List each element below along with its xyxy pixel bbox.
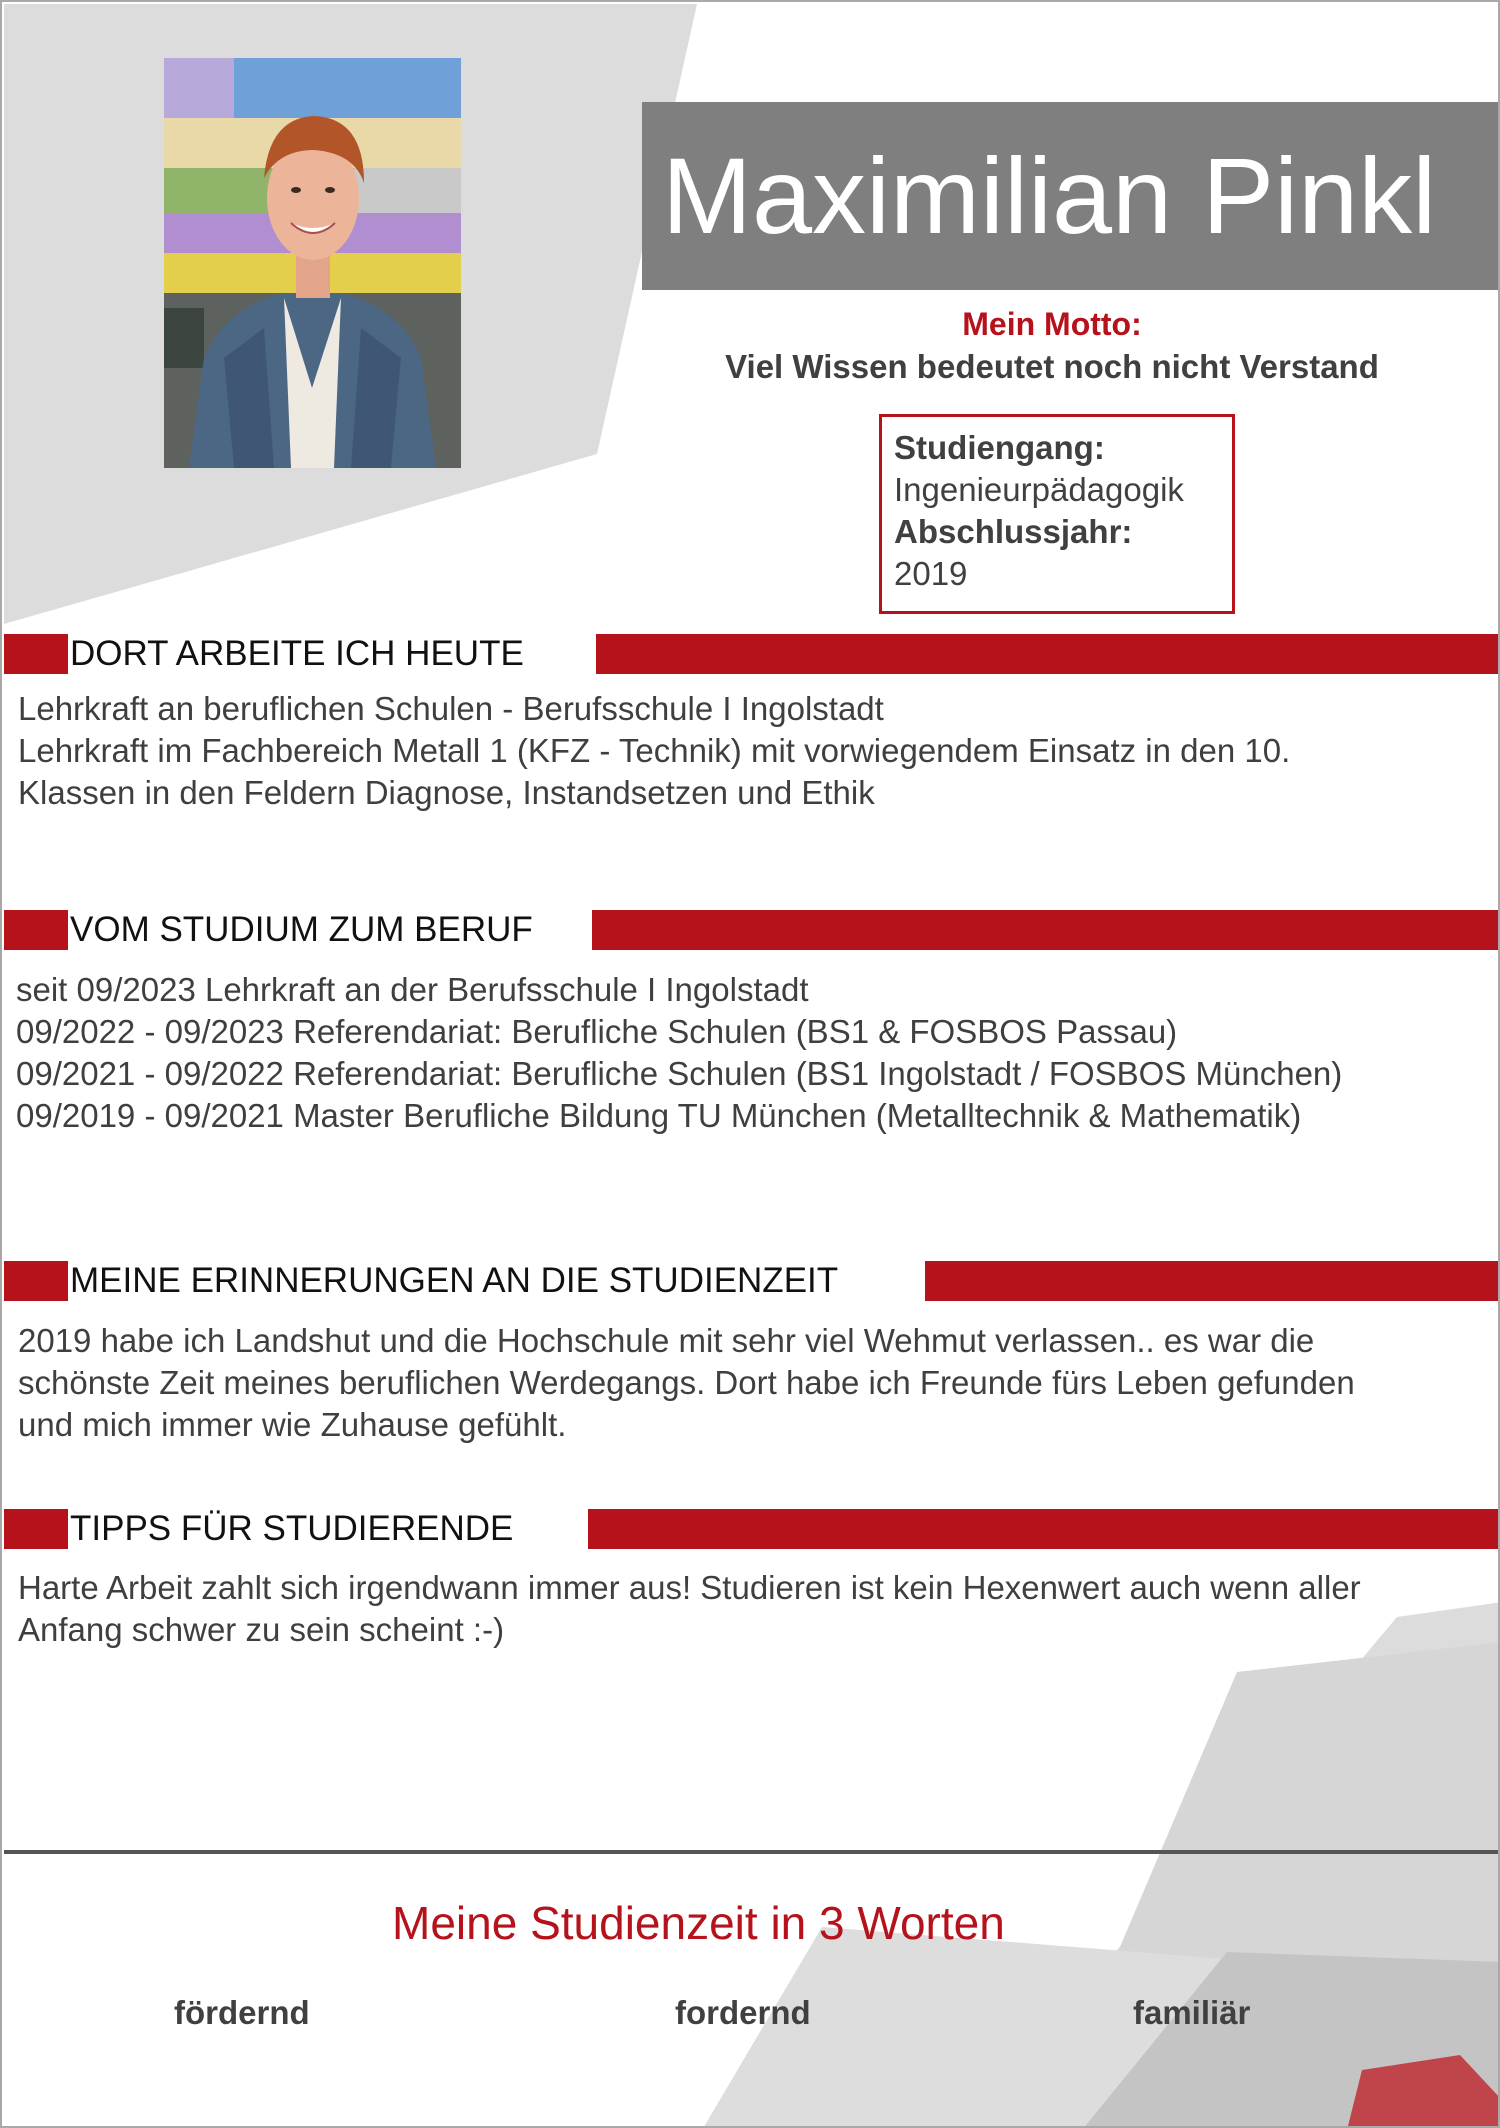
study-program-label: Studiengang:: [894, 429, 1105, 466]
study-program-value: Ingenieurpädagogik: [894, 471, 1184, 508]
motto-label: Mein Motto:: [962, 306, 1142, 342]
text-line: 09/2022 - 09/2023 Referendariat: Berufliche Schulen (BS1 & FOSBOS Passau): [16, 1013, 1178, 1050]
text-line: Lehrkraft an beruflichen Schulen - Berufsschule I Ingolstadt: [18, 690, 884, 727]
text-line: 09/2021 - 09/2022 Referendariat: Berufliche Schulen (BS1 Ingolstadt / FOSBOS München): [16, 1055, 1343, 1092]
section-tips-header: [2, 1507, 1500, 1551]
text-line: Klassen in den Feldern Diagnose, Instandsetzen und Ethik: [18, 774, 875, 811]
word-3: familiär: [1133, 1994, 1251, 2031]
graduation-year-label: Abschlussjahr:: [894, 513, 1133, 550]
section-title: DORT ARBEITE ICH HEUTE: [70, 634, 524, 673]
text-line: seit 09/2023 Lehrkraft an der Berufsschule I Ingolstadt: [16, 971, 809, 1008]
section-memories-text: [18, 1320, 1488, 1446]
section-bar-left: [4, 634, 68, 674]
motto-text: Viel Wissen bedeutet noch nicht Verstand: [725, 348, 1379, 385]
section-title: VOM STUDIUM ZUM BERUF: [70, 910, 533, 949]
section-bar-left: [4, 1509, 68, 1549]
section-bar-right: [592, 910, 1500, 950]
section-bar-right: [596, 634, 1500, 674]
person-name: Maximilian Pinkl: [662, 135, 1437, 256]
section-bar-right: [588, 1509, 1500, 1549]
section-career-header: [2, 908, 1500, 952]
text-line: Harte Arbeit zahlt sich irgendwann immer aus! Studieren ist kein Hexenwert auch wenn aller: [18, 1569, 1361, 1606]
text-line: 09/2019 - 09/2021 Master Berufliche Bildung TU München (Metalltechnik & Mathematik): [16, 1097, 1302, 1134]
text-line: Anfang schwer zu sein scheint :-): [18, 1611, 505, 1648]
section-current-job-text: [18, 688, 1488, 814]
text-line: und mich immer wie Zuhause gefühlt.: [18, 1406, 567, 1443]
section-bar-right: [925, 1261, 1500, 1301]
study-info-box: [879, 414, 1235, 614]
text-line: 2019 habe ich Landshut und die Hochschule mit sehr viel Wehmut verlassen.. es war die: [18, 1322, 1315, 1359]
footer-divider: [4, 1850, 1500, 1854]
section-bar-left: [4, 1261, 68, 1301]
section-bar-left: [4, 910, 68, 950]
portrait-photo: [164, 58, 461, 468]
section-career-text: [16, 969, 1486, 1137]
three-words-title: Meine Studienzeit in 3 Worten: [392, 1897, 1005, 1949]
section-memories-header: [2, 1259, 1500, 1303]
name-banner: [642, 102, 1500, 290]
graduation-year-value: 2019: [894, 555, 968, 592]
section-current-job-header: [2, 632, 1500, 676]
text-line: schönste Zeit meines beruflichen Werdegangs. Dort habe ich Freunde fürs Leben gefunden: [18, 1364, 1355, 1401]
word-1: fördernd: [174, 1994, 310, 2031]
text-line: Lehrkraft im Fachbereich Metall 1 (KFZ - Technik) mit vorwiegendem Einsatz in den 10.: [18, 732, 1291, 769]
section-title: TIPPS FÜR STUDIERENDE: [70, 1509, 514, 1548]
section-tips-text: [18, 1567, 1488, 1651]
section-title: MEINE ERINNERUNGEN AN DIE STUDIENZEIT: [70, 1261, 839, 1300]
word-2: fordernd: [675, 1994, 811, 2031]
